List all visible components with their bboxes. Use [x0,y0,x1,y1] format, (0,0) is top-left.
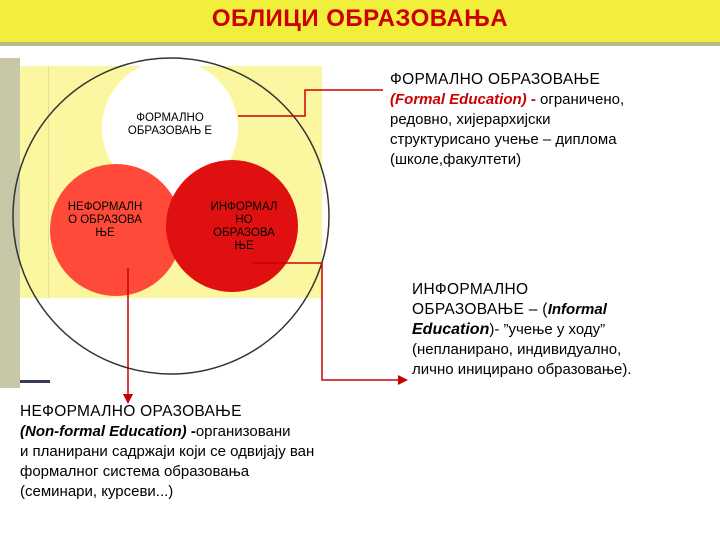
formal-heading: ФОРМАЛНО ОБРАЗОВАЊЕ [390,71,601,88]
formal-text-4: (школе,факултети) [390,151,522,168]
formal-circle-label: ФОРМАЛНО ОБРАЗОВАЊ Е [127,112,213,137]
formal-dash: - [526,91,541,108]
informal-term-1: Informal [547,301,607,318]
informal-description [412,280,712,380]
nonformal-text-2: формалног система образовања [20,463,250,480]
informal-text-1: (непланирано, индивидуално, [412,341,622,358]
informal-circle-label: ИНФОРМАЛ НО ОБРАЗОВА ЊЕ [210,201,278,252]
nonformal-text-0: организовани [195,423,291,440]
formal-text-2: редовно, хијерархијски [390,111,551,128]
formal-description [390,70,715,170]
nonformal-heading: НЕФОРМАЛНО ОРАЗОВАЊЕ [20,403,242,420]
informal-suffix: )- ”учење у ходу” [489,321,606,338]
formal-term: (Formal Education) [390,91,527,108]
formal-connector [238,90,383,116]
page-title: ОБЛИЦИ ОБРАЗОВАЊА [211,5,509,32]
nonformal-circle-label: НЕФОРМАЛН О ОБРАЗОВА ЊЕ [67,201,143,239]
informal-heading-1: ИНФОРМАЛНО [412,281,529,298]
nonformal-text-3: (семинари, курсеви...) [20,483,174,500]
informal-connector [253,263,398,380]
nonformal-text-1: и планирани садржаји који се одвијају ван [20,443,315,460]
formal-text-1: ограничено, [540,91,625,108]
informal-heading-2: ОБРАЗОВАЊЕ – ( [412,301,548,318]
informal-text-2: лично иницирано образовање). [412,361,632,378]
nonformal-dash: - [186,423,196,440]
nonformal-description [20,402,390,502]
informal-term-2: Education [412,321,490,338]
informal-arrowhead [398,375,408,385]
nonformal-term: (Non-formal Education) [20,423,187,440]
formal-text-3: структурисано учење – диплома [390,131,617,148]
